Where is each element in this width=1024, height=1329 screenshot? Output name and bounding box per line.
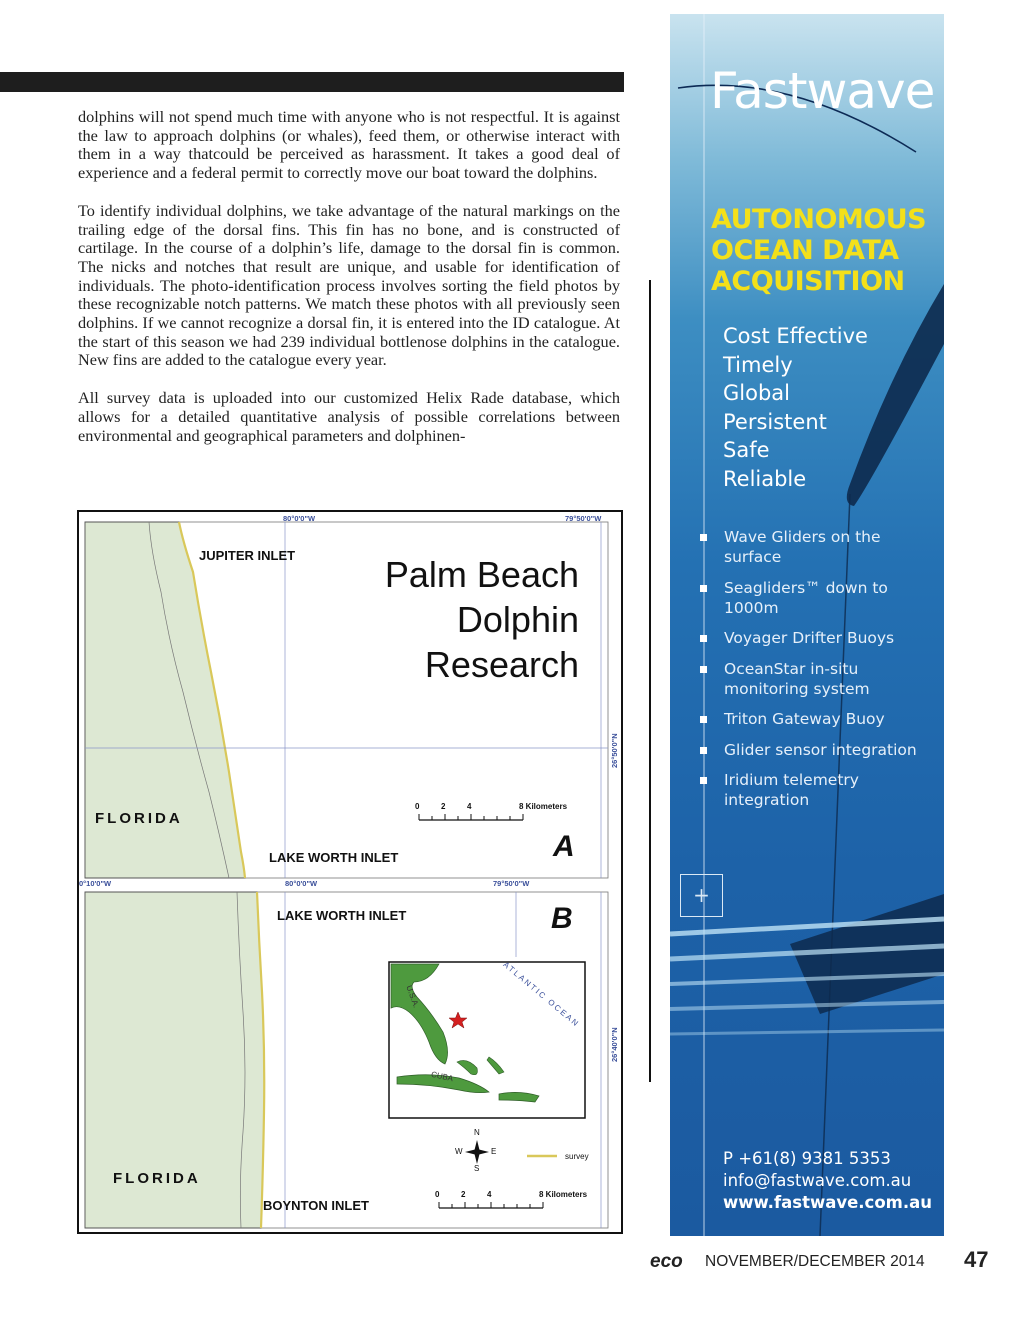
- panel-a-letter: A: [553, 830, 575, 863]
- panel-b-coord-far-left: 0°10'0"W: [79, 879, 112, 888]
- ad-bullet-text: Iridium telemetry integration: [724, 771, 859, 809]
- map-title-line: Research: [424, 644, 579, 685]
- legend-survey-label: survey: [565, 1152, 589, 1161]
- ad-headline: [711, 204, 941, 297]
- compass-s: S: [474, 1164, 480, 1173]
- panel-b-coord-side: 26°40'0"N: [610, 1027, 619, 1062]
- compass-e: E: [491, 1147, 497, 1156]
- ad-bullet: [700, 770, 940, 810]
- bullet-square-icon: [700, 777, 707, 784]
- ad-bullet-text: OceanStar in-situ monitoring system: [724, 659, 870, 698]
- ad-bullet: [700, 659, 940, 699]
- bullet-square-icon: [700, 585, 707, 592]
- ad-contact: [723, 1148, 932, 1214]
- inset-map: [389, 959, 585, 1118]
- panel-a-scale-8: 8 Kilometers: [519, 802, 568, 811]
- map-title-line: Palm Beach: [384, 554, 579, 595]
- map-figure: [77, 510, 623, 1234]
- ad-feature-list: [723, 322, 868, 494]
- ad-headline-line: AUTONOMOUS: [711, 204, 927, 235]
- ad-bullet-text: Triton Gateway Buoy: [724, 710, 885, 728]
- ad-bullet: [700, 740, 940, 760]
- footer-issue: NOVEMBER/DECEMBER 2014: [705, 1253, 925, 1270]
- panel-a-lake-worth-label: LAKE WORTH INLET: [269, 850, 399, 865]
- ad-bullet: [700, 709, 940, 729]
- ad-feature: Reliable: [723, 466, 807, 491]
- article-paragraph: dolphins will not spend much time with anyone who is not respectful. It is against the law to approach dolphins (or whales), feed them, or otherwise interact with them in a way thatcould be perceived as harassment. It takes a good deal of experience and a federal permit to correctly move our boat toward the dolphins.: [78, 107, 620, 183]
- panel-b-scale-0: 0: [435, 1190, 440, 1199]
- ad-feature: Global: [723, 381, 790, 406]
- inset-cuba-label: CUBA: [430, 1069, 454, 1084]
- panel-b-florida-label: FLORIDA: [113, 1170, 201, 1187]
- panel-a-coord-side: 26°50'0"N: [610, 733, 619, 768]
- column-divider: [649, 280, 651, 1082]
- panel-b-scale-8: 8 Kilometers: [539, 1190, 588, 1199]
- ad-phone: P +61(8) 9381 5353: [723, 1149, 891, 1168]
- ad-feature: Timely: [723, 352, 793, 377]
- bullet-square-icon: [700, 747, 707, 754]
- panel-b-letter: B: [551, 902, 573, 935]
- ad-bullet-text: Seagliders™ down to 1000m: [724, 578, 888, 617]
- map-title-line: Dolphin: [456, 599, 579, 640]
- ad-headline-line: OCEAN DATA: [711, 235, 899, 266]
- article-paragraph: To identify individual dolphins, we take advantage of the natural markings on the trailing edge of the dorsal fins. This fin has no bone, and is constructed of cartilage. In the course of a dolphin’s life, damage to the dorsal fin is common. The nicks and notches that result are unique, and usable for identification of individuals. The photo-identification process involves sorting the field photos by these recognizable notch patterns. We match these photos with all previously seen dolphins. If we cannot recognize a dorsal fin, it is entered into the ID catalogue. At the start of this season we had 239 individual bottlenose dolphins in the catalogue. New fins are added to the catalogue every year.: [78, 200, 620, 370]
- panel-a-coord-top-right: 79°50'0"W: [565, 514, 602, 523]
- panel-b-boynton-label: BOYNTON INLET: [263, 1198, 369, 1213]
- bullet-square-icon: [700, 666, 707, 673]
- footer-brand: eco: [650, 1251, 683, 1272]
- ad-bullet-text: Glider sensor integration: [724, 740, 917, 759]
- ad-bullet-text: Voyager Drifter Buoys: [724, 629, 895, 647]
- fastwave-ad[interactable]: [670, 14, 944, 1236]
- panel-a-scale-4: 4: [467, 802, 472, 811]
- ad-bullet: [700, 578, 940, 618]
- ad-bullet: [700, 628, 940, 648]
- bullet-square-icon: [700, 635, 707, 642]
- compass-w: W: [455, 1147, 463, 1156]
- article-column: [78, 108, 620, 464]
- panel-a-scale-2: 2: [441, 802, 446, 811]
- bullet-square-icon: [700, 534, 707, 541]
- ad-feature: Cost Effective: [723, 324, 868, 348]
- panel-b-scale-2: 2: [461, 1190, 466, 1199]
- plus-icon: +: [680, 874, 723, 917]
- panel-a-coord-top-left: 80°0'0"W: [283, 514, 316, 523]
- inset-ocean-label: ATLANTIC OCEAN: [501, 959, 582, 1030]
- ad-email[interactable]: info@fastwave.com.au: [723, 1171, 912, 1190]
- ad-feature: Persistent: [723, 409, 827, 434]
- ad-bullet-list: [700, 527, 940, 821]
- panel-a-jupiter-inlet-label: JUPITER INLET: [199, 548, 296, 563]
- panel-a-florida-label: FLORIDA: [95, 810, 183, 827]
- page-footer: [650, 1246, 1000, 1274]
- ad-bullet-text: Wave Gliders on the surface: [724, 528, 881, 566]
- ad-feature: Safe: [723, 438, 770, 463]
- map-title: [385, 552, 579, 687]
- panel-b-scale-4: 4: [487, 1190, 492, 1199]
- ad-website[interactable]: www.fastwave.com.au: [723, 1193, 933, 1212]
- panel-a-scale-0: 0: [415, 802, 420, 811]
- header-bar: [0, 72, 624, 92]
- ad-bullet: [700, 527, 940, 567]
- panel-b-coord-top-right: 79°50'0"W: [493, 879, 530, 888]
- panel-b-lake-worth-label: LAKE WORTH INLET: [277, 908, 407, 923]
- inset-usa-label: U.S.A.: [404, 984, 421, 1009]
- ad-headline-line: ACQUISITION: [711, 266, 905, 297]
- panel-b-coord-top-left: 80°0'0"W: [285, 879, 318, 888]
- compass-n: N: [474, 1128, 480, 1137]
- fastwave-logo: Fastwave: [710, 62, 935, 120]
- article-paragraph: All survey data is uploaded into our customized Helix Rade database, which allows for a detailed quantitative analysis of possible correlations between environmental and geographical parameters and dolphinen-: [78, 388, 620, 445]
- bullet-square-icon: [700, 716, 707, 723]
- page-number: 47: [964, 1247, 989, 1272]
